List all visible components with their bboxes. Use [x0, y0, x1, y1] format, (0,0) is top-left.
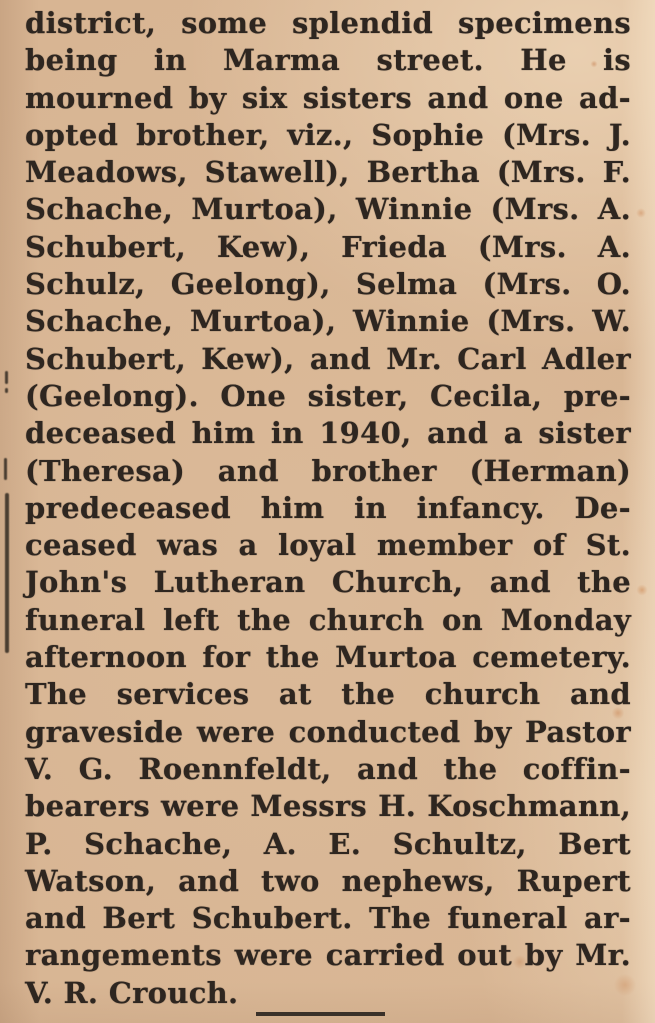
text-line: mourned by six sisters and one ad- — [25, 80, 631, 115]
text-line: Schache, Murtoa), Winnie (Mrs. A. — [25, 192, 631, 227]
article-end-rule — [256, 1012, 385, 1016]
text-line: predeceased him in infancy. De- — [25, 490, 631, 525]
text-line: deceased him in 1940, and a sister — [25, 416, 631, 451]
text-line: John's Lutheran Church, and the — [25, 565, 631, 600]
column-rule-fragment — [5, 493, 9, 653]
text-line: V. G. Roennfeldt, and the coffin- — [25, 751, 631, 786]
article-text — [25, 5, 631, 1012]
text-line: Schubert, Kew), Frieda (Mrs. A. — [25, 229, 631, 264]
column-rule-fragment — [5, 388, 8, 393]
text-line: The services at the church and — [25, 677, 631, 712]
text-line: Watson, and two nephews, Rupert — [25, 863, 631, 898]
text-line: rangements were carried out by Mr. — [25, 938, 631, 973]
text-line: afternoon for the Murtoa cemetery. — [25, 640, 631, 675]
text-line: bearers were Messrs H. Koschmann, — [25, 789, 631, 824]
text-line: and Bert Schubert. The funeral ar- — [25, 901, 631, 936]
text-line: ceased was a loyal member of St. — [25, 528, 631, 563]
text-line: district, some splendid specimens — [25, 6, 631, 40]
text-line: Schubert, Kew), and Mr. Carl Adler — [25, 341, 631, 376]
column-rule-fragment — [4, 458, 7, 480]
text-line: V. R. Crouch. — [25, 975, 239, 1010]
text-line: funeral left the church on Monday — [25, 602, 631, 637]
text-line: being in Marma street. He is — [25, 43, 631, 78]
text-line: opted brother, viz., Sophie (Mrs. J. — [25, 117, 631, 152]
column-rule-fragment — [5, 371, 8, 384]
text-line: Schulz, Geelong), Selma (Mrs. O. — [25, 267, 631, 302]
text-line: P. Schache, A. E. Schultz, Bert — [25, 826, 631, 861]
text-line: Meadows, Stawell), Bertha (Mrs. F. — [25, 155, 631, 190]
text-line: (Geelong). One sister, Cecila, pre- — [25, 378, 631, 413]
text-line: graveside were conducted by Pastor — [25, 714, 631, 749]
text-line: Schache, Murtoa), Winnie (Mrs. W. — [25, 304, 631, 339]
text-line: (Theresa) and brother (Herman) — [25, 453, 631, 488]
